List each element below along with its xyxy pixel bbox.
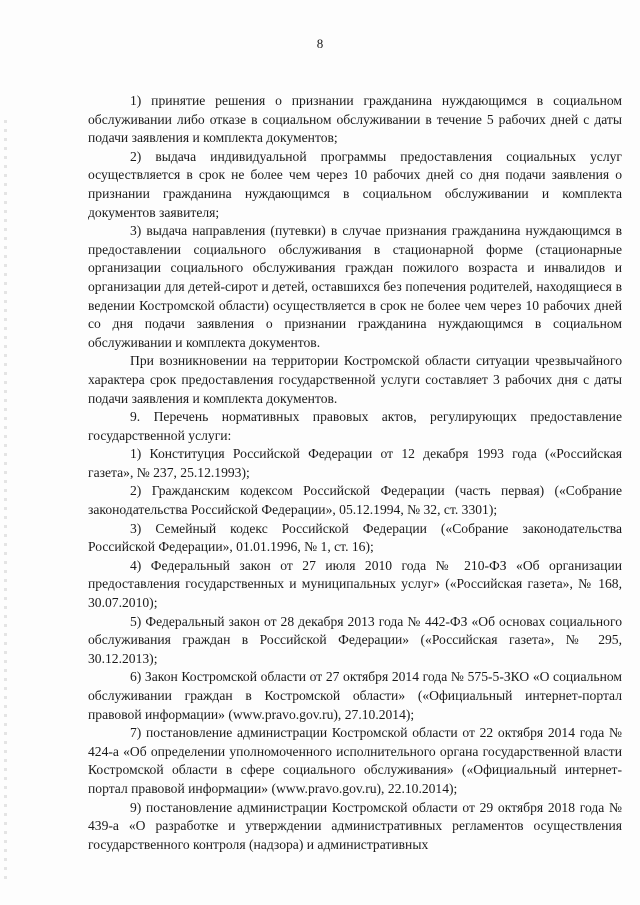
paragraph-individual-program: 2) выдача индивидуальной программы предоставления социальных услуг осуществляется в срок не более чем через 10 рабочих дней со дня подачи заявления о признании гражданина нуждающимся в социальном обслуживании и комплекта документов заявителя; bbox=[88, 148, 622, 220]
paragraph-decision-term: 1) принятие решения о признании гражданина нуждающимся в социальном обслуживании либо отказе в социальном обслуживании в течение 5 рабочих дней с даты подачи заявления и комплекта документов; bbox=[88, 93, 622, 146]
document-body bbox=[88, 92, 622, 854]
paragraph-constitution: 1) Конституция Российской Федерации от 12 декабря 1993 года («Российская газета», № 237, 25.12.1993); bbox=[88, 446, 622, 480]
paragraph-legal-acts-heading: 9. Перечень нормативных правовых актов, регулирующих предоставление государственной услуги: bbox=[88, 409, 622, 443]
paragraph-federal-law-442: 5) Федеральный закон от 28 декабря 2013 года № 442-ФЗ «Об основах социального обслуживания граждан в Российской Федерации» («Российская газета», № 295, 30.12.2013); bbox=[88, 613, 622, 666]
paragraph-civil-code: 2) Гражданским кодексом Российской Федерации (часть первая) («Собрание законодательства Российской Федерации», 05.12.1994, № 32, ст. 3301); bbox=[88, 483, 622, 518]
paragraph-referral-voucher: 3) выдача направления (путевки) в случае признания гражданина нуждающимся в предоставлении социального обслуживания в стационарной форме (стационарные организации социального обслуживания граждан пожилого возраста и инвалидов и организации для детей-сирот и детей, оставшихся без попечения родителей, находящиеся в ведении Костромской области) осуществляется в срок не более чем через 10 рабочих дней со дня подачи заявления о признании гражданина нуждающимся в социальном обслуживании и комплекта документов. bbox=[88, 223, 622, 350]
paragraph-federal-law-210: 4) Федеральный закон от 27 июля 2010 года № 210-ФЗ «Об организации предоставления государственных и муниципальных услуг» («Российская газета», № 168, 30.07.2010); bbox=[88, 557, 622, 611]
paragraph-family-code: 3) Семейный кодекс Российской Федерации («Собрание законодательства Российской Федерации», 01.01.1996, № 1, ст. 16); bbox=[88, 520, 622, 555]
paragraph-resolution-424: 7) постановление администрации Костромской области от 22 октября 2014 года № 424-а «Об определении уполномоченного исполнительного органа государственной власти Костромской области в сфере социального обслуживания» («Официальный интернет-портал правовой информации» (www.pravo.gov.ru), 22.10.2014); bbox=[88, 725, 622, 796]
paragraph-resolution-439: 9) постановление администрации Костромской области от 29 октября 2018 года № 439-а «О разработке и утверждении административных регламентов осуществления государственного контроля (надзора) и административных bbox=[88, 799, 622, 852]
page-number: 8 bbox=[316, 36, 324, 51]
paragraph-regional-law-575: 6) Закон Костромской области от 27 октября 2014 года № 575-5-ЗКО «О социальном обслуживании граждан в Костромской области» («Официальный интернет-портал правовой информации» (www.pravo.gov.ru), 27.10.2014); bbox=[88, 669, 622, 722]
paragraph-emergency-term: При возникновении на территории Костромской области ситуации чрезвычайного характера срок предоставления государственной услуги составляет 3 рабочих дня с даты подачи заявления и комплекта документов. bbox=[88, 353, 622, 406]
scan-edge-artifact bbox=[4, 120, 7, 880]
